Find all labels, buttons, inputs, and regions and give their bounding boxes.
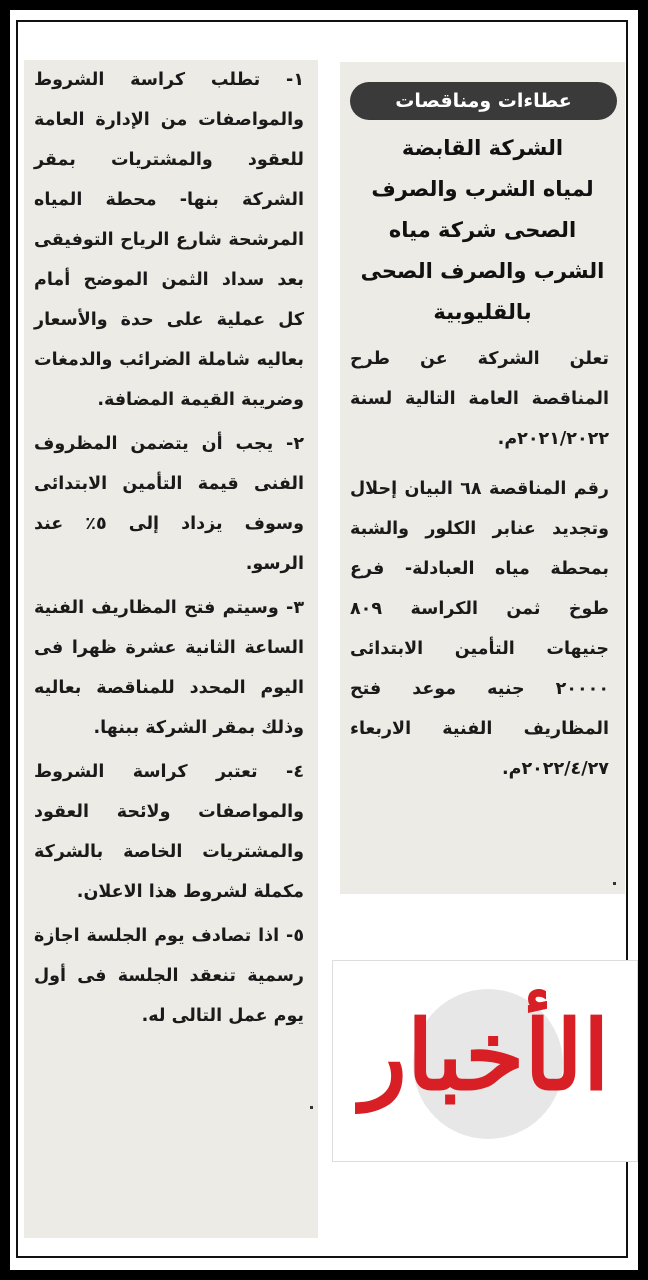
- condition-5: ٥- اذا تصادف يوم الجلسة اجازة رسمية تنعقد الجلسة فى أول يوم عمل التالى له.: [34, 926, 304, 1026]
- speck: [310, 1106, 313, 1109]
- condition-2: ٢- يجب أن يتضمن المظروف الفنى قيمة التأمين الابتدائى وسوف يزداد إلى ٥٪ عند الرسو.: [34, 434, 305, 574]
- conditions-column: [24, 60, 318, 1036]
- conditions-clipping: [24, 60, 318, 1238]
- condition-1: ١- تطلب كراسة الشروط والمواصفات من الإدارة العامة للعقود والمشتريات بمقر الشركة بنها- محطة المياه المرشحة شارع الرياح التوفيقى بعد سداد الثمن الموضح أمام كل عملية على حدة والأسعار بعاليه شاملة الضرائب والدمغات وضريبة القيمة المضافة.: [34, 70, 304, 410]
- speck: [613, 882, 616, 885]
- condition-4: ٤- تعتبر كراسة الشروط والمواصفات ولائحة العقود والمشتريات الخاصة بالشركة مكملة لشروط هذا الاعلان.: [34, 762, 304, 902]
- condition-3: ٣- وسيتم فتح المظاريف الفنية الساعة الثانية عشرة ظهرا فى اليوم المحدد للمناقصة بعاليه وذلك بمقر الشركة ببنها.: [34, 598, 304, 738]
- company-line: الشرب والصرف الصحى: [360, 259, 605, 283]
- newspaper-logo: [332, 960, 638, 1162]
- tender-clipping: [340, 62, 625, 894]
- company-line: لمياه الشرب والصرف: [371, 177, 594, 201]
- announcement-intro: تعلن الشركة عن طرح المناقصة العامة التالية لسنة ٢٠٢١/٢٠٢٢م.: [350, 349, 609, 449]
- tender-details: رقم المناقصة ٦٨ البيان إحلال وتجديد عنابر الكلور والشبة بمحطة مياه العبادلة- فرع طوخ ثمن الكراسة ٨٠٩ جنيهات التأمين الابتدائى ٢٠٠٠٠ جنيه موعد فتح المظاريف الفنية الاربعاء ٢٠٢٢/٤/٢٧م.: [350, 479, 609, 779]
- page-frame: [10, 10, 638, 1270]
- logo-text: الأخبار: [360, 999, 610, 1112]
- company-line: الشركة القابضة: [401, 136, 564, 160]
- section-banner: عطاءات ومناقصات: [350, 82, 617, 120]
- company-line: بالقليوبية: [433, 300, 532, 324]
- company-name: [340, 128, 625, 333]
- company-line: الصحى شركة مياه: [388, 218, 577, 242]
